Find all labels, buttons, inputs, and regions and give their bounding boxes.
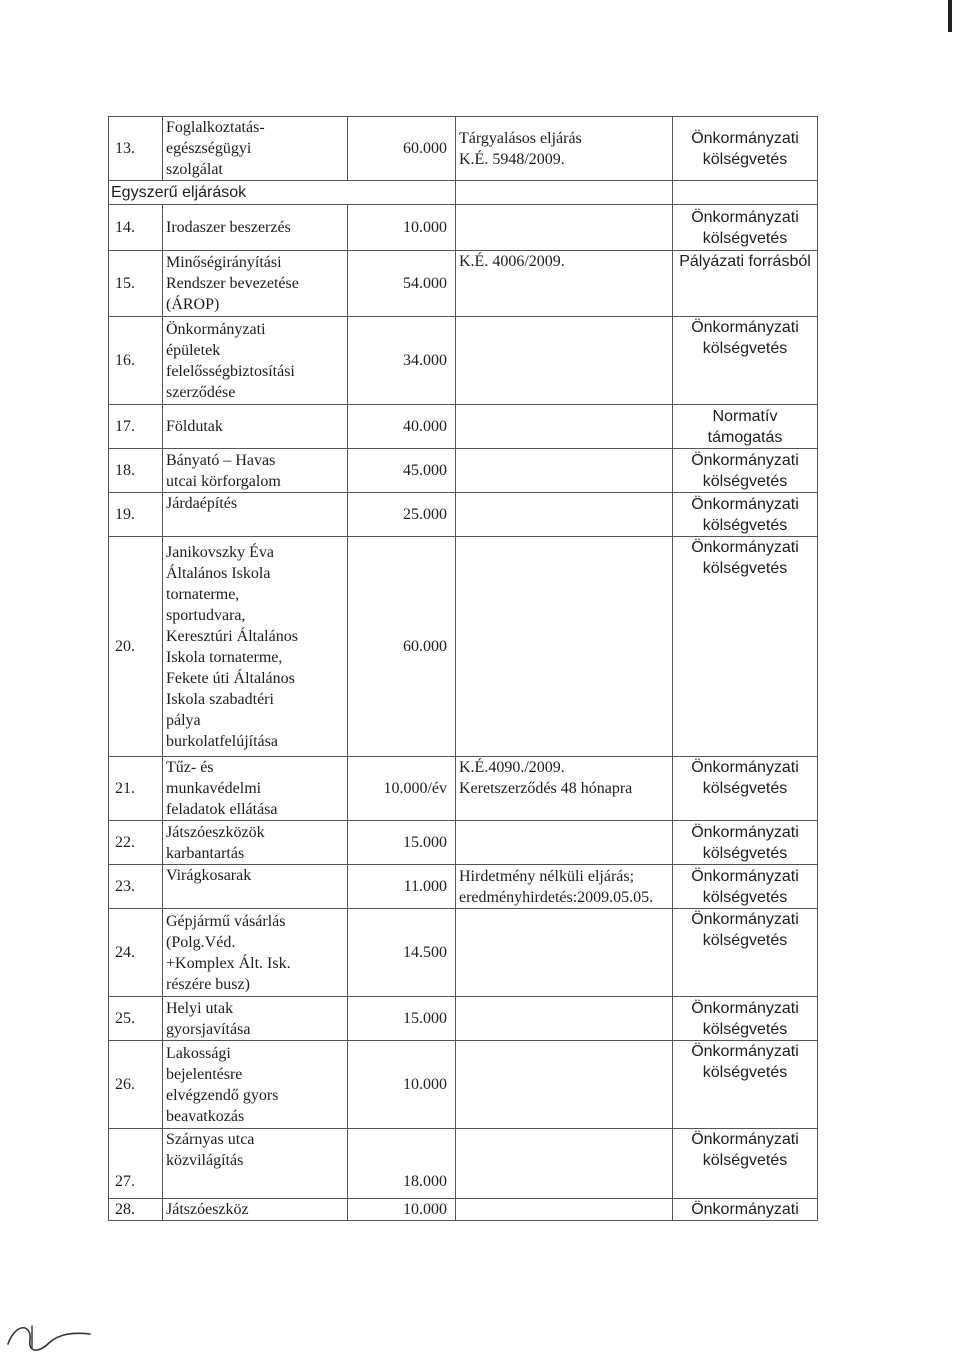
item-funding: Önkormányzati kölségvetés bbox=[673, 205, 818, 251]
row-number: 21. bbox=[109, 757, 163, 821]
item-amount: 45.000 bbox=[348, 449, 456, 493]
item-procedure bbox=[456, 493, 673, 537]
item-amount: 11.000 bbox=[348, 865, 456, 909]
item-name: Helyi utak gyorsjavítása bbox=[163, 997, 348, 1041]
table-row bbox=[109, 1199, 818, 1221]
item-amount: 10.000 bbox=[348, 1199, 456, 1221]
empty-cell bbox=[673, 181, 818, 205]
item-name: Virágkosarak bbox=[163, 865, 348, 909]
procurement-table bbox=[108, 116, 818, 1221]
item-amount: 10.000 bbox=[348, 1041, 456, 1129]
table-row bbox=[109, 205, 818, 251]
item-name: Irodaszer beszerzés bbox=[163, 205, 348, 251]
item-procedure bbox=[456, 1041, 673, 1129]
row-number: 27. bbox=[109, 1129, 163, 1199]
item-name: Önkormányzati épületek felelősségbiztosítási szerződése bbox=[163, 317, 348, 405]
item-funding: Önkormányzati kölségvetés bbox=[673, 821, 818, 865]
table-row bbox=[109, 757, 818, 821]
item-procedure bbox=[456, 1129, 673, 1199]
item-procedure bbox=[456, 405, 673, 449]
table-row bbox=[109, 405, 818, 449]
table-row bbox=[109, 537, 818, 757]
row-number: 14. bbox=[109, 205, 163, 251]
item-name: Lakossági bejelentésre elvégzendő gyors beavatkozás bbox=[163, 1041, 348, 1129]
table-row bbox=[109, 117, 818, 181]
row-number: 26. bbox=[109, 1041, 163, 1129]
item-name: Játszóeszközök karbantartás bbox=[163, 821, 348, 865]
row-number: 16. bbox=[109, 317, 163, 405]
row-number: 22. bbox=[109, 821, 163, 865]
item-procedure: K.É. 4006/2009. bbox=[456, 251, 673, 317]
item-funding: Önkormányzati kölségvetés bbox=[673, 1129, 818, 1199]
section-row bbox=[109, 181, 818, 205]
item-procedure bbox=[456, 537, 673, 757]
item-amount: 10.000/év bbox=[348, 757, 456, 821]
item-name: Foglalkoztatás- egészségügyi szolgálat bbox=[163, 117, 348, 181]
item-name: Játszóeszköz bbox=[163, 1199, 348, 1221]
item-funding: Önkormányzati kölségvetés bbox=[673, 537, 818, 757]
item-funding: Önkormányzati kölségvetés bbox=[673, 449, 818, 493]
item-amount: 34.000 bbox=[348, 317, 456, 405]
item-procedure bbox=[456, 205, 673, 251]
item-funding: Önkormányzati kölségvetés bbox=[673, 757, 818, 821]
item-funding: Önkormányzati kölségvetés bbox=[673, 909, 818, 997]
item-procedure bbox=[456, 317, 673, 405]
item-procedure bbox=[456, 909, 673, 997]
item-name: Gépjármű vásárlás (Polg.Véd. +Komplex Ált. Isk. részére busz) bbox=[163, 909, 348, 997]
item-procedure bbox=[456, 449, 673, 493]
item-amount: 14.500 bbox=[348, 909, 456, 997]
item-amount: 60.000 bbox=[348, 537, 456, 757]
item-funding: Önkormányzati kölségvetés bbox=[673, 117, 818, 181]
item-funding: Önkormányzati kölségvetés bbox=[673, 865, 818, 909]
item-amount: 10.000 bbox=[348, 205, 456, 251]
item-procedure bbox=[456, 1199, 673, 1221]
item-procedure: K.É.4090./2009. Keretszerződés 48 hónapra bbox=[456, 757, 673, 821]
item-amount: 25.000 bbox=[348, 493, 456, 537]
row-number: 17. bbox=[109, 405, 163, 449]
item-name: Janikovszky Éva Általános Iskola tornaterme, sportudvara, Keresztúri Általános Iskola tornaterme, Fekete úti Általános Iskola szabadtéri pálya burkolatfelújítása bbox=[163, 537, 348, 757]
item-procedure: Hirdetmény nélküli eljárás; eredményhirdetés:2009.05.05. bbox=[456, 865, 673, 909]
empty-cell bbox=[456, 181, 673, 205]
item-funding: Önkormányzati kölségvetés bbox=[673, 493, 818, 537]
item-amount: 40.000 bbox=[348, 405, 456, 449]
row-number: 25. bbox=[109, 997, 163, 1041]
table-row bbox=[109, 493, 818, 537]
item-name: Bányató – Havas utcai körforgalom bbox=[163, 449, 348, 493]
item-name: Tűz- és munkavédelmi feladatok ellátása bbox=[163, 757, 348, 821]
procurement-table-body bbox=[109, 117, 818, 1221]
table-row bbox=[109, 909, 818, 997]
item-name: Földutak bbox=[163, 405, 348, 449]
table-row bbox=[109, 821, 818, 865]
item-funding: Önkormányzati kölségvetés bbox=[673, 317, 818, 405]
item-amount: 15.000 bbox=[348, 821, 456, 865]
item-procedure: Tárgyalásos eljárás K.É. 5948/2009. bbox=[456, 117, 673, 181]
row-number: 13. bbox=[109, 117, 163, 181]
item-name: Szárnyas utca közvilágítás bbox=[163, 1129, 348, 1199]
item-funding: Pályázati forrásból bbox=[673, 251, 818, 317]
item-procedure bbox=[456, 997, 673, 1041]
row-number: 19. bbox=[109, 493, 163, 537]
handwritten-initial-mark bbox=[2, 1318, 112, 1358]
table-row bbox=[109, 865, 818, 909]
table-row bbox=[109, 1041, 818, 1129]
row-number: 28. bbox=[109, 1199, 163, 1221]
item-name: Járdaépítés bbox=[163, 493, 348, 537]
row-number: 24. bbox=[109, 909, 163, 997]
item-amount: 60.000 bbox=[348, 117, 456, 181]
row-number: 23. bbox=[109, 865, 163, 909]
table-row bbox=[109, 251, 818, 317]
table-row bbox=[109, 1129, 818, 1199]
table-row bbox=[109, 449, 818, 493]
item-amount: 15.000 bbox=[348, 997, 456, 1041]
item-amount: 54.000 bbox=[348, 251, 456, 317]
section-title: Egyszerű eljárások bbox=[109, 181, 456, 205]
item-procedure bbox=[456, 821, 673, 865]
row-number: 18. bbox=[109, 449, 163, 493]
item-funding: Önkormányzati kölségvetés bbox=[673, 1041, 818, 1129]
row-number: 15. bbox=[109, 251, 163, 317]
table-row bbox=[109, 317, 818, 405]
row-number: 20. bbox=[109, 537, 163, 757]
scan-edge-mark bbox=[948, 0, 952, 32]
item-amount: 18.000 bbox=[348, 1129, 456, 1199]
item-funding: Normatív támogatás bbox=[673, 405, 818, 449]
table-row bbox=[109, 997, 818, 1041]
item-funding: Önkormányzati bbox=[673, 1199, 818, 1221]
item-funding: Önkormányzati kölségvetés bbox=[673, 997, 818, 1041]
item-name: Minőségirányítási Rendszer bevezetése (ÁROP) bbox=[163, 251, 348, 317]
